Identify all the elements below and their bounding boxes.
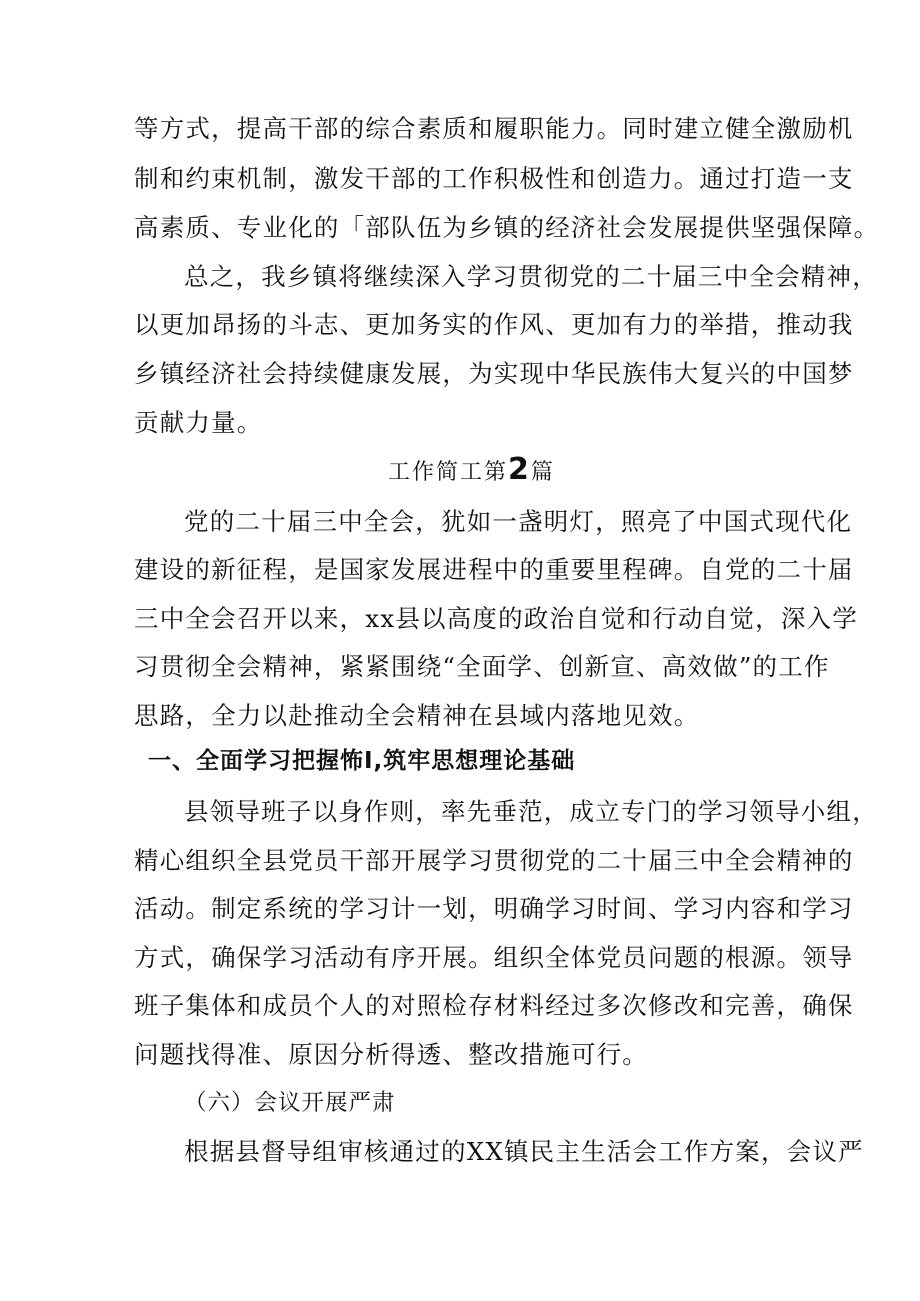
paragraph-3-line-5: 思路，全力以赴推动全会精神在县域内落地见效。 xyxy=(134,701,700,730)
paragraph-4-line-3: 活动。制定系统的学习计一划，明确学习时间、学习内容和学习 xyxy=(134,894,854,923)
paragraph-1-line-3: 高素质、专业化的「部队伍为乡镇的经济社会发展提供坚强保障。 xyxy=(134,213,880,242)
paragraph-3-line-3: 三中全会召开以来，xx县以高度的政治自觉和行动自觉，深入学 xyxy=(134,604,858,633)
paragraph-5-line-1: 根据县督导组审核通过的XX镇民主生活会工作方案，会议严 xyxy=(184,1137,864,1166)
paragraph-4-line-1: 县领导班子以身作则，率先垂范，成立专门的学习领导小组， xyxy=(184,797,878,826)
paragraph-4-line-6: 问题找得准、原因分析得透、整改措施可行。 xyxy=(134,1040,648,1069)
paragraph-2-line-2: 以更加昂扬的斗志、更加务实的作风、更加有力的举措，推动我 xyxy=(134,310,854,339)
paragraph-1-line-2: 制和约束机制，激发干部的工作积极性和创造力。通过打造一支 xyxy=(134,164,854,193)
section-heading-1: 一、全面学习把握怖I,筑牢思想理论基础 xyxy=(148,748,576,774)
paragraph-3-line-1: 党的二十届三中全会，犹如一盏明灯，照亮了中国式现代化 xyxy=(184,507,853,536)
document-title xyxy=(388,452,555,488)
paragraph-3-line-2: 建设的新征程，是国家发展进程中的重要里程碑。自党的二十届 xyxy=(134,555,854,584)
title-prefix: 工作简工第 xyxy=(388,460,509,485)
paragraph-1-line-1: 等方式，提高干部的综合素质和履职能力。同时建立健全激励机 xyxy=(134,114,854,143)
paragraph-3-line-4: 习贯彻全会精神，紧紧围绕“全面学、创新宣、高效做”的工作 xyxy=(134,652,830,681)
paragraph-4-line-5: 班子集体和成员个人的对照检存材料经过多次修改和完善，确保 xyxy=(134,991,854,1020)
paragraph-4-line-4: 方式，确保学习活动有序开展。组织全体党员问题的根源。领导 xyxy=(134,943,854,972)
paragraph-2-line-3: 乡镇经济社会持续健康发展，为实现中华民族伟大复兴的中国梦 xyxy=(134,359,854,388)
title-suffix: 篇 xyxy=(530,460,555,485)
paragraph-2-line-4: 贡献力量。 xyxy=(134,408,263,437)
title-number: 2 xyxy=(508,452,531,487)
paragraph-4-line-2: 精心组织全县党员干部开展学习贯彻党的二十届三中全会精神的 xyxy=(134,846,854,875)
paragraph-2-line-1: 总之，我乡镇将继续深入学习贯彻党的二十届三中全会精神， xyxy=(184,262,878,291)
sub-heading-6: （六）会议开展严肃 xyxy=(184,1090,396,1116)
